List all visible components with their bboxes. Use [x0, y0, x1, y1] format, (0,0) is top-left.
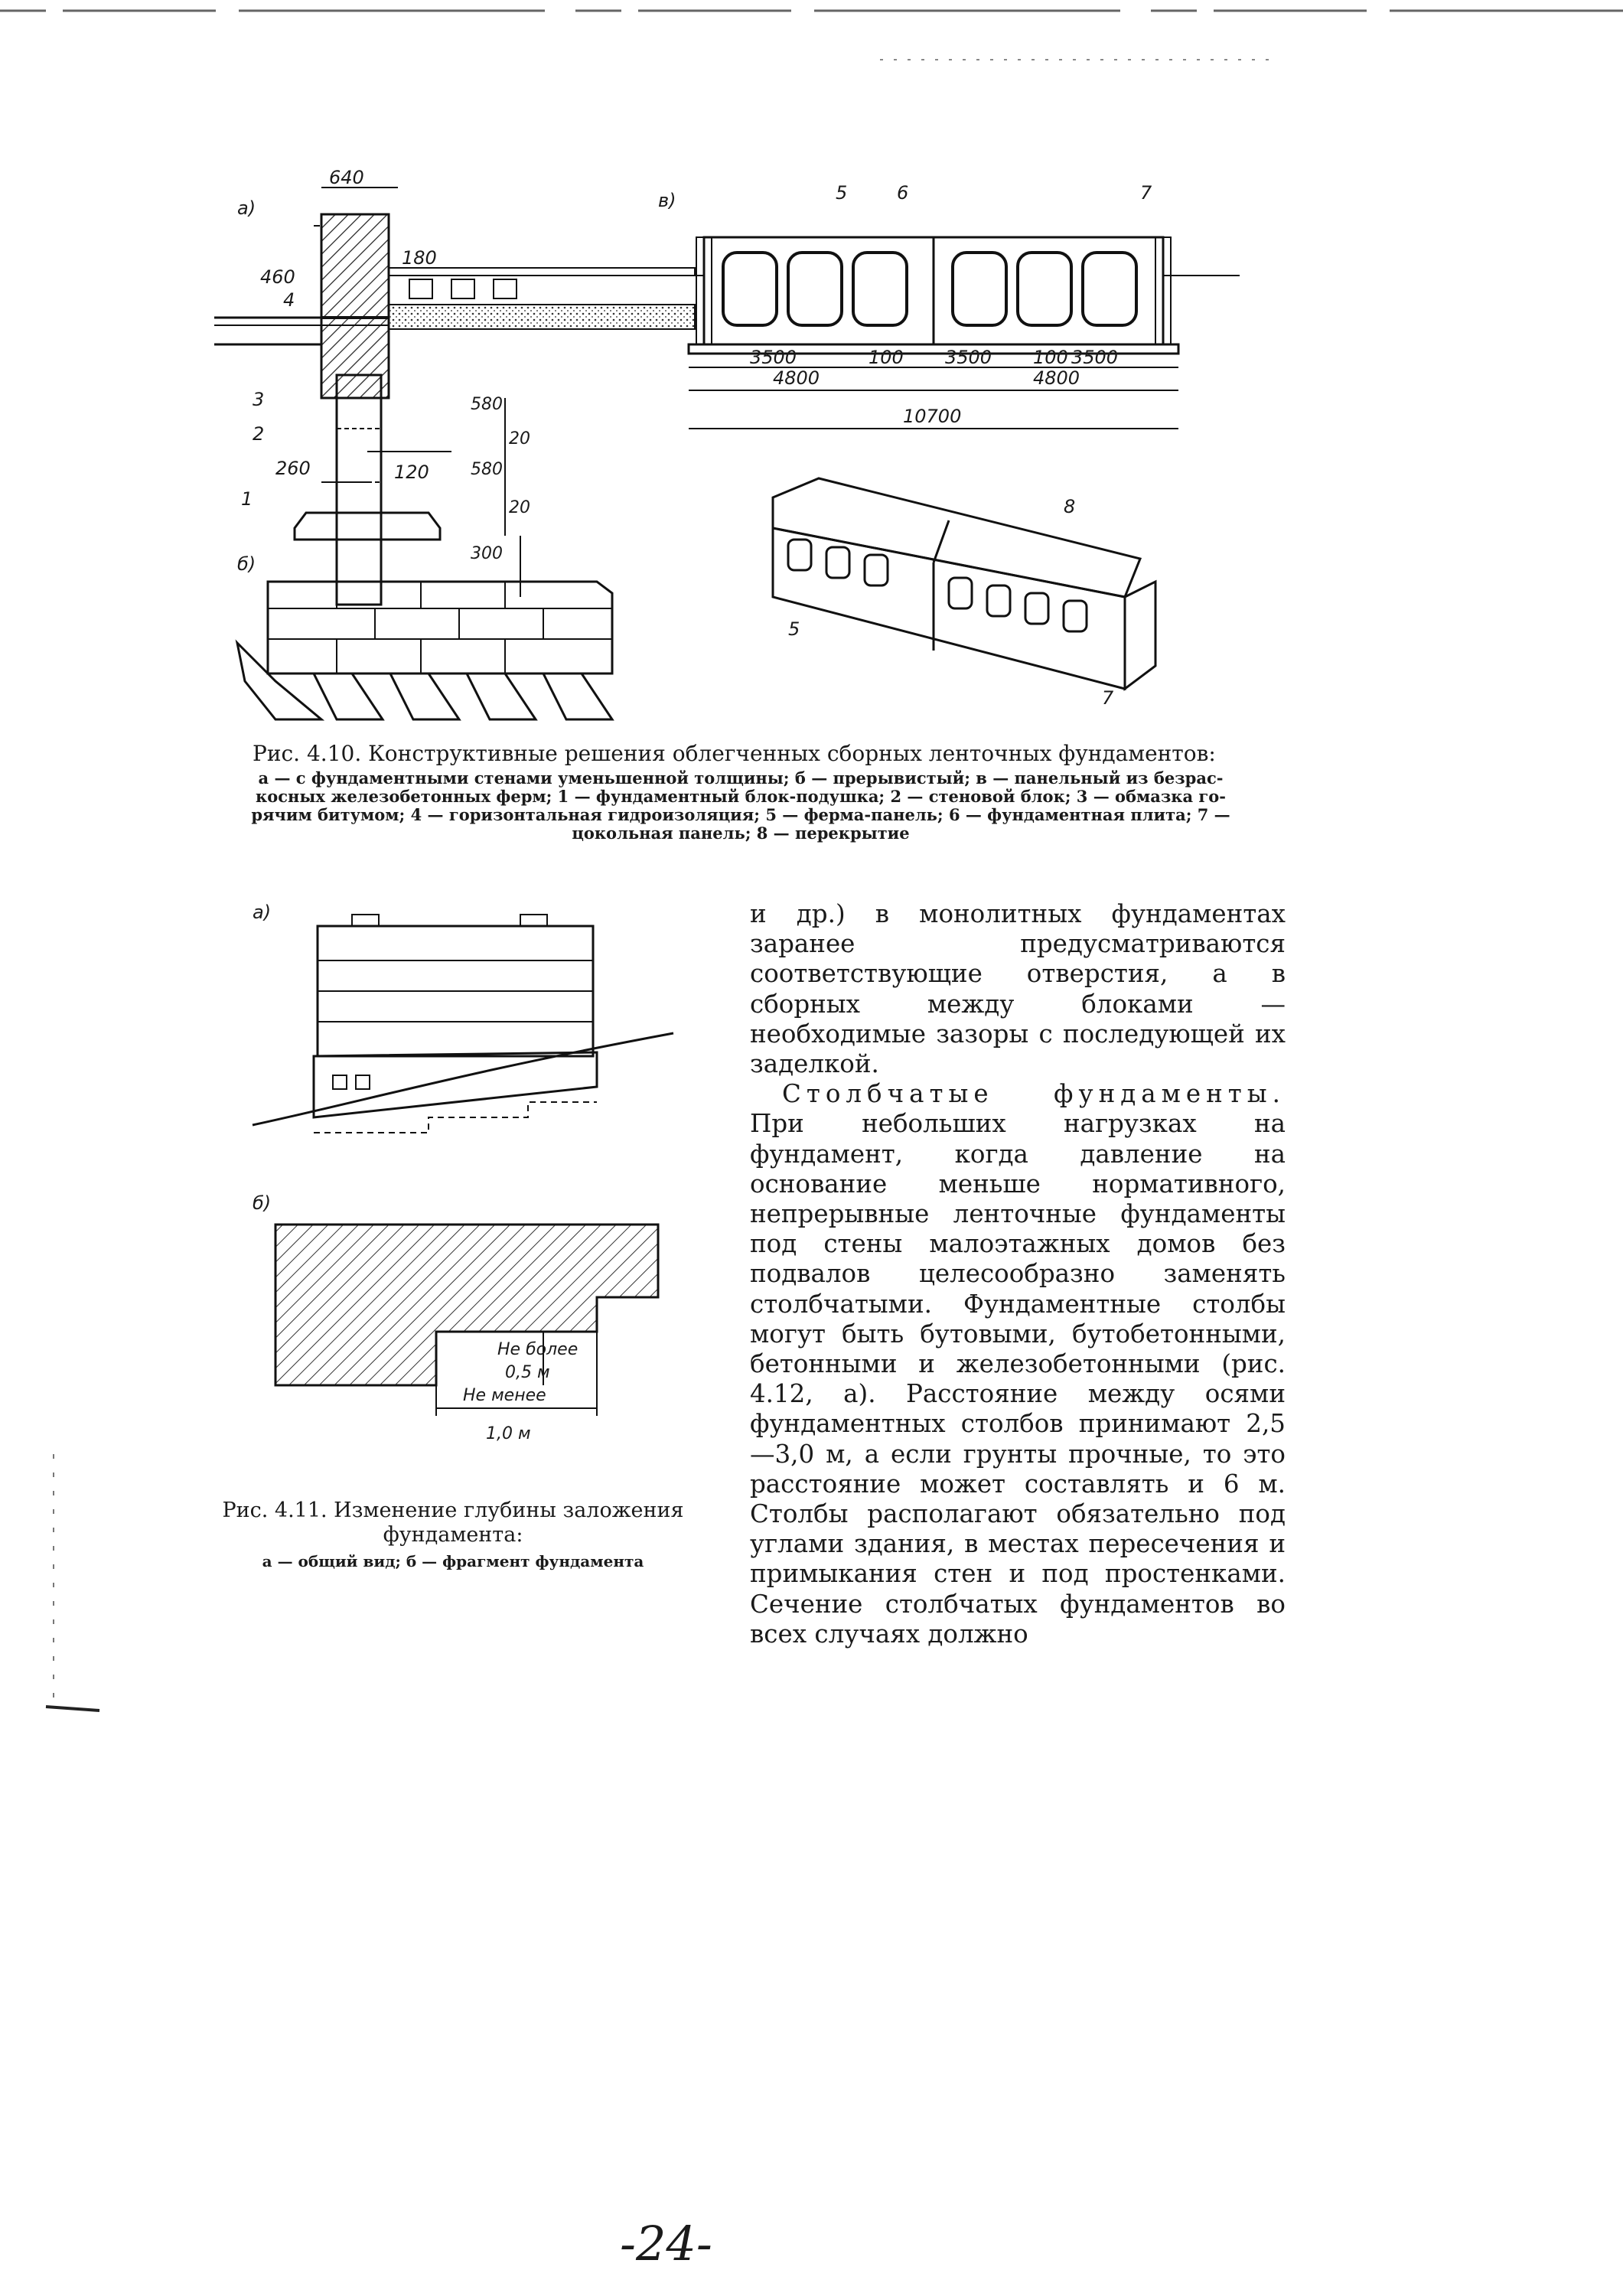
- caption-line-3: рячим битумом; 4 — горизонтальная гидроизоляция; 5 — ферма-панель; 6 — фундаментная плита; 7 —: [251, 805, 1230, 824]
- figure-4-10-panel-3d: [758, 467, 1186, 735]
- body-text-column: [750, 899, 1286, 1649]
- callout-2: 2: [253, 423, 265, 445]
- callout-3: 3: [253, 389, 265, 410]
- dim-3500-a: 3500: [750, 347, 797, 368]
- callout-5: 5: [836, 182, 848, 204]
- figure-4-10-b: [230, 551, 658, 735]
- body-paragraph-2: [750, 1079, 1286, 1649]
- caption-line-1: а — с фундаментными стенами уменьшенной толщины; б — прерывистый; в — панельный из безрас-: [258, 768, 1224, 788]
- body-paragraph-2-text: При небольших нагрузках на фундамент, когда давление на основание меньше нормативного, непрерывные ленточные фундаменты под стены малоэтажных домов без подвалов целесообразно заменять столбчатыми. Фундаментные столбы могут быть бутовыми, бутобетонными, бетонными и железобетонными (рис. 4.12, а). Расстояние между осями фундаментных столбов принимают 2,5—3,0 м, а если грунты прочные, то это расстояние может составлять и 6 м. Столбы располагают обязательно под углами здания, в местах пересечения и примыкания стен и под простенками. Сечение столбчатых фундаментов во всех случаях должно: [750, 1109, 1286, 1649]
- dim-100-b: 100: [1033, 347, 1068, 368]
- panel-b-label: б): [237, 553, 256, 575]
- dim-1-0: 1,0 м: [486, 1424, 531, 1443]
- callout-5b: 5: [788, 618, 800, 640]
- dim-460: 460: [260, 266, 295, 288]
- dim-3500-b: 3500: [945, 347, 992, 368]
- dim-640: 640: [329, 167, 364, 188]
- dim-not-more: Не более: [497, 1340, 578, 1359]
- caption-line-2: косных железобетонных ферм; 1 — фундаментный блок-подушка; 2 — стеновой блок; 3 — обмазка го-: [256, 787, 1226, 806]
- dim-580-b: 580: [471, 460, 503, 479]
- dim-20-a: 20: [509, 429, 530, 448]
- callout-4: 4: [283, 289, 295, 311]
- dim-4800-b: 4800: [1033, 367, 1080, 389]
- figure-4-10-v: [627, 176, 1240, 467]
- callout-7: 7: [1140, 182, 1152, 204]
- figure-4-10-caption-title: Рис. 4.10. Конструктивные решения облегченных сборных ленточных фундаментов:: [253, 741, 1216, 766]
- dim-10700: 10700: [903, 406, 962, 427]
- scan-margin-marks: [31, 1446, 122, 1753]
- dim-300: 300: [471, 544, 503, 563]
- section-heading-column-foundations: Столбчатые фундаменты.: [782, 1079, 1286, 1109]
- scan-border-top: [0, 0, 1623, 46]
- dim-not-less: Не менее: [463, 1386, 546, 1405]
- dim-580-a: 580: [471, 395, 503, 414]
- body-paragraph-1: и др.) в монолитных фундаментах заранее предусматриваются соответствующие отверстия, а в сборных между блоками — необходимые зазоры с последующей их заделкой.: [750, 899, 1286, 1079]
- callout-1: 1: [241, 488, 253, 510]
- panel-v-label: в): [658, 190, 676, 211]
- panel-a-label: а): [237, 197, 256, 219]
- dim-0-5: 0,5 м: [505, 1363, 550, 1382]
- dim-120: 120: [394, 461, 429, 483]
- callout-8: 8: [1064, 496, 1076, 517]
- callout-7b: 7: [1102, 687, 1114, 709]
- fig411-panel-b-label: б): [253, 1192, 272, 1214]
- figure-4-10-caption-legend: [205, 769, 1276, 843]
- figure-4-11-a: [237, 903, 696, 1179]
- fig411-panel-a-label: а): [253, 902, 272, 923]
- dim-3500-c: 3500: [1071, 347, 1119, 368]
- dim-180: 180: [402, 247, 437, 269]
- dim-100-a: 100: [869, 347, 904, 368]
- figure-4-11-caption-title: Рис. 4.11. Изменение глубины заложения фундамента:: [222, 1499, 684, 1547]
- page-number: -24-: [620, 2216, 712, 2272]
- callout-6: 6: [897, 182, 909, 204]
- dim-260: 260: [275, 458, 311, 479]
- figure-4-11-caption-legend: а — общий вид; б — фрагмент фундамента: [262, 1552, 644, 1570]
- figure-4-11-b: [237, 1194, 696, 1485]
- dim-4800-a: 4800: [773, 367, 820, 389]
- dim-20-b: 20: [509, 498, 530, 517]
- caption-line-4: цокольная панель; 8 — перекрытие: [572, 823, 910, 843]
